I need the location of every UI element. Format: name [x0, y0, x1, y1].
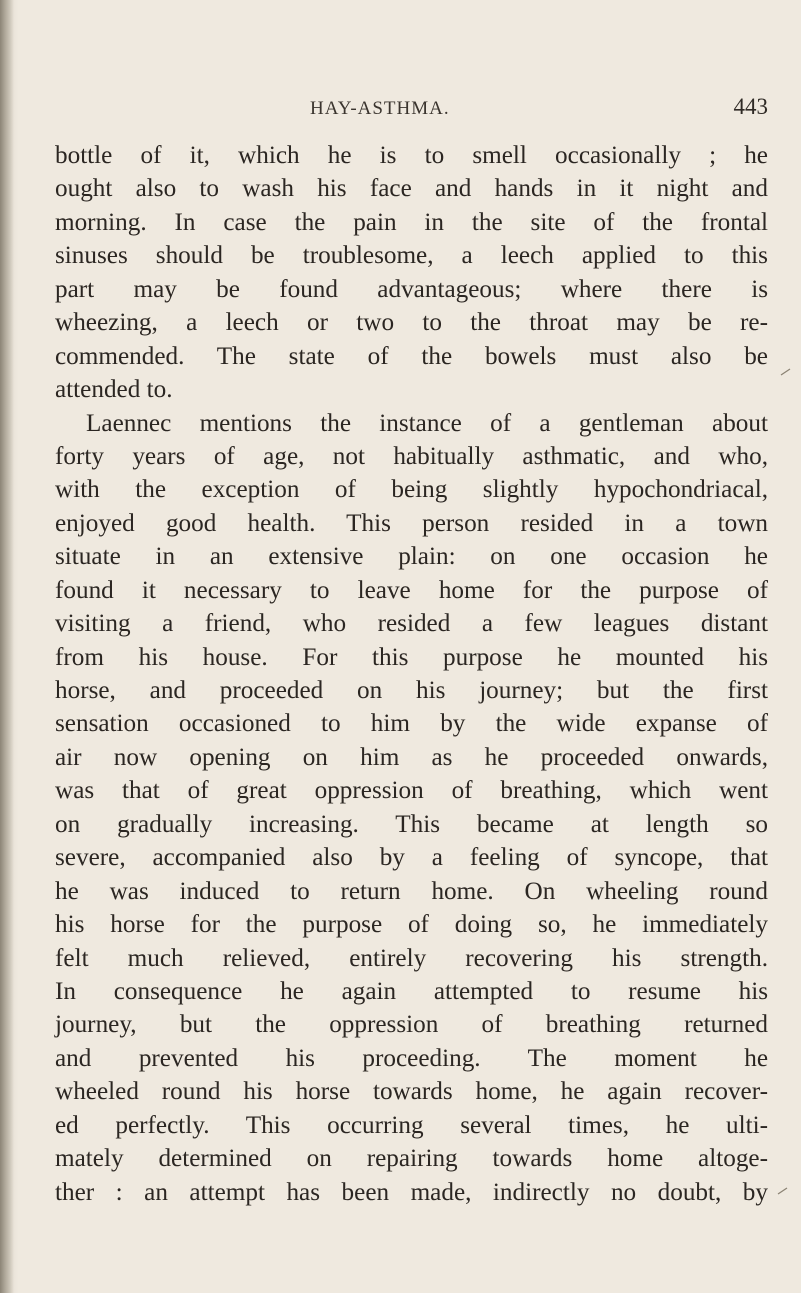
text-line: enjoyed good health. This person resided in a town	[55, 509, 768, 537]
text-line: commended. The state of the bowels must also be	[55, 342, 768, 370]
text-line: ed perfectly. This occurring several times, he ulti-	[55, 1111, 768, 1139]
text-line: from his house. For this purpose he mounted his	[55, 643, 768, 671]
text-line: he was induced to return home. On wheeling round	[55, 877, 768, 905]
text-line: air now opening on him as he proceeded onwards,	[55, 743, 768, 771]
text-line: on gradually increasing. This became at length so	[55, 810, 768, 838]
binding-shadow	[0, 0, 14, 1293]
text-line: with the exception of being slightly hypochondriacal,	[55, 476, 768, 504]
text-line: mately determined on repairing towards home altoge-	[55, 1145, 768, 1173]
text-line: forty years of age, not habitually asthmatic, and who,	[55, 442, 768, 470]
text-line: situate in an extensive plain: on one occasion he	[55, 543, 768, 571]
text-line: and prevented his proceeding. The moment he	[55, 1044, 768, 1072]
text-line: wheezing, a leech or two to the throat may be re-	[55, 309, 768, 337]
text-line: sensation occasioned to him by the wide expanse of	[55, 710, 768, 738]
body-text	[55, 139, 768, 1209]
text-line: bottle of it, which he is to smell occasionally ; he	[55, 142, 768, 169]
text-line: attended to.	[55, 376, 173, 404]
text-line: wheeled round his horse towards home, he again recover-	[55, 1078, 768, 1106]
text-line: visiting a friend, who resided a few leagues distant	[55, 610, 768, 638]
text-line: horse, and proceeded on his journey; but the first	[55, 677, 768, 704]
text-line: ther : an attempt has been made, indirectly no doubt, by	[55, 1178, 768, 1206]
text-line: found it necessary to leave home for the purpose of	[55, 576, 768, 604]
text-line: morning. In case the pain in the site of the frontal	[55, 208, 768, 236]
running-head: HAY-ASTHMA.	[310, 98, 450, 119]
text-line: In consequence he again attempted to resume his	[55, 977, 768, 1005]
text-line: was that of great oppression of breathing, which went	[55, 777, 768, 805]
text-line: his horse for the purpose of doing so, he immediately	[55, 911, 768, 939]
text-line: severe, accompanied also by a feeling of syncope, that	[55, 844, 768, 872]
text-line: ought also to wash his face and hands in it night and	[55, 175, 768, 203]
pencil-tick-mark	[780, 367, 792, 377]
text-line: part may be found advantageous; where there is	[55, 275, 768, 303]
text-line: Laennec mentions the instance of a gentleman about	[86, 409, 768, 437]
text-line: journey, but the oppression of breathing returned	[55, 1011, 768, 1039]
text-line: felt much relieved, entirely recovering his strength.	[55, 944, 768, 972]
text-line: sinuses should be troublesome, a leech applied to this	[55, 242, 768, 270]
pencil-tick-mark	[777, 1186, 789, 1196]
page-number: 443	[733, 94, 768, 119]
